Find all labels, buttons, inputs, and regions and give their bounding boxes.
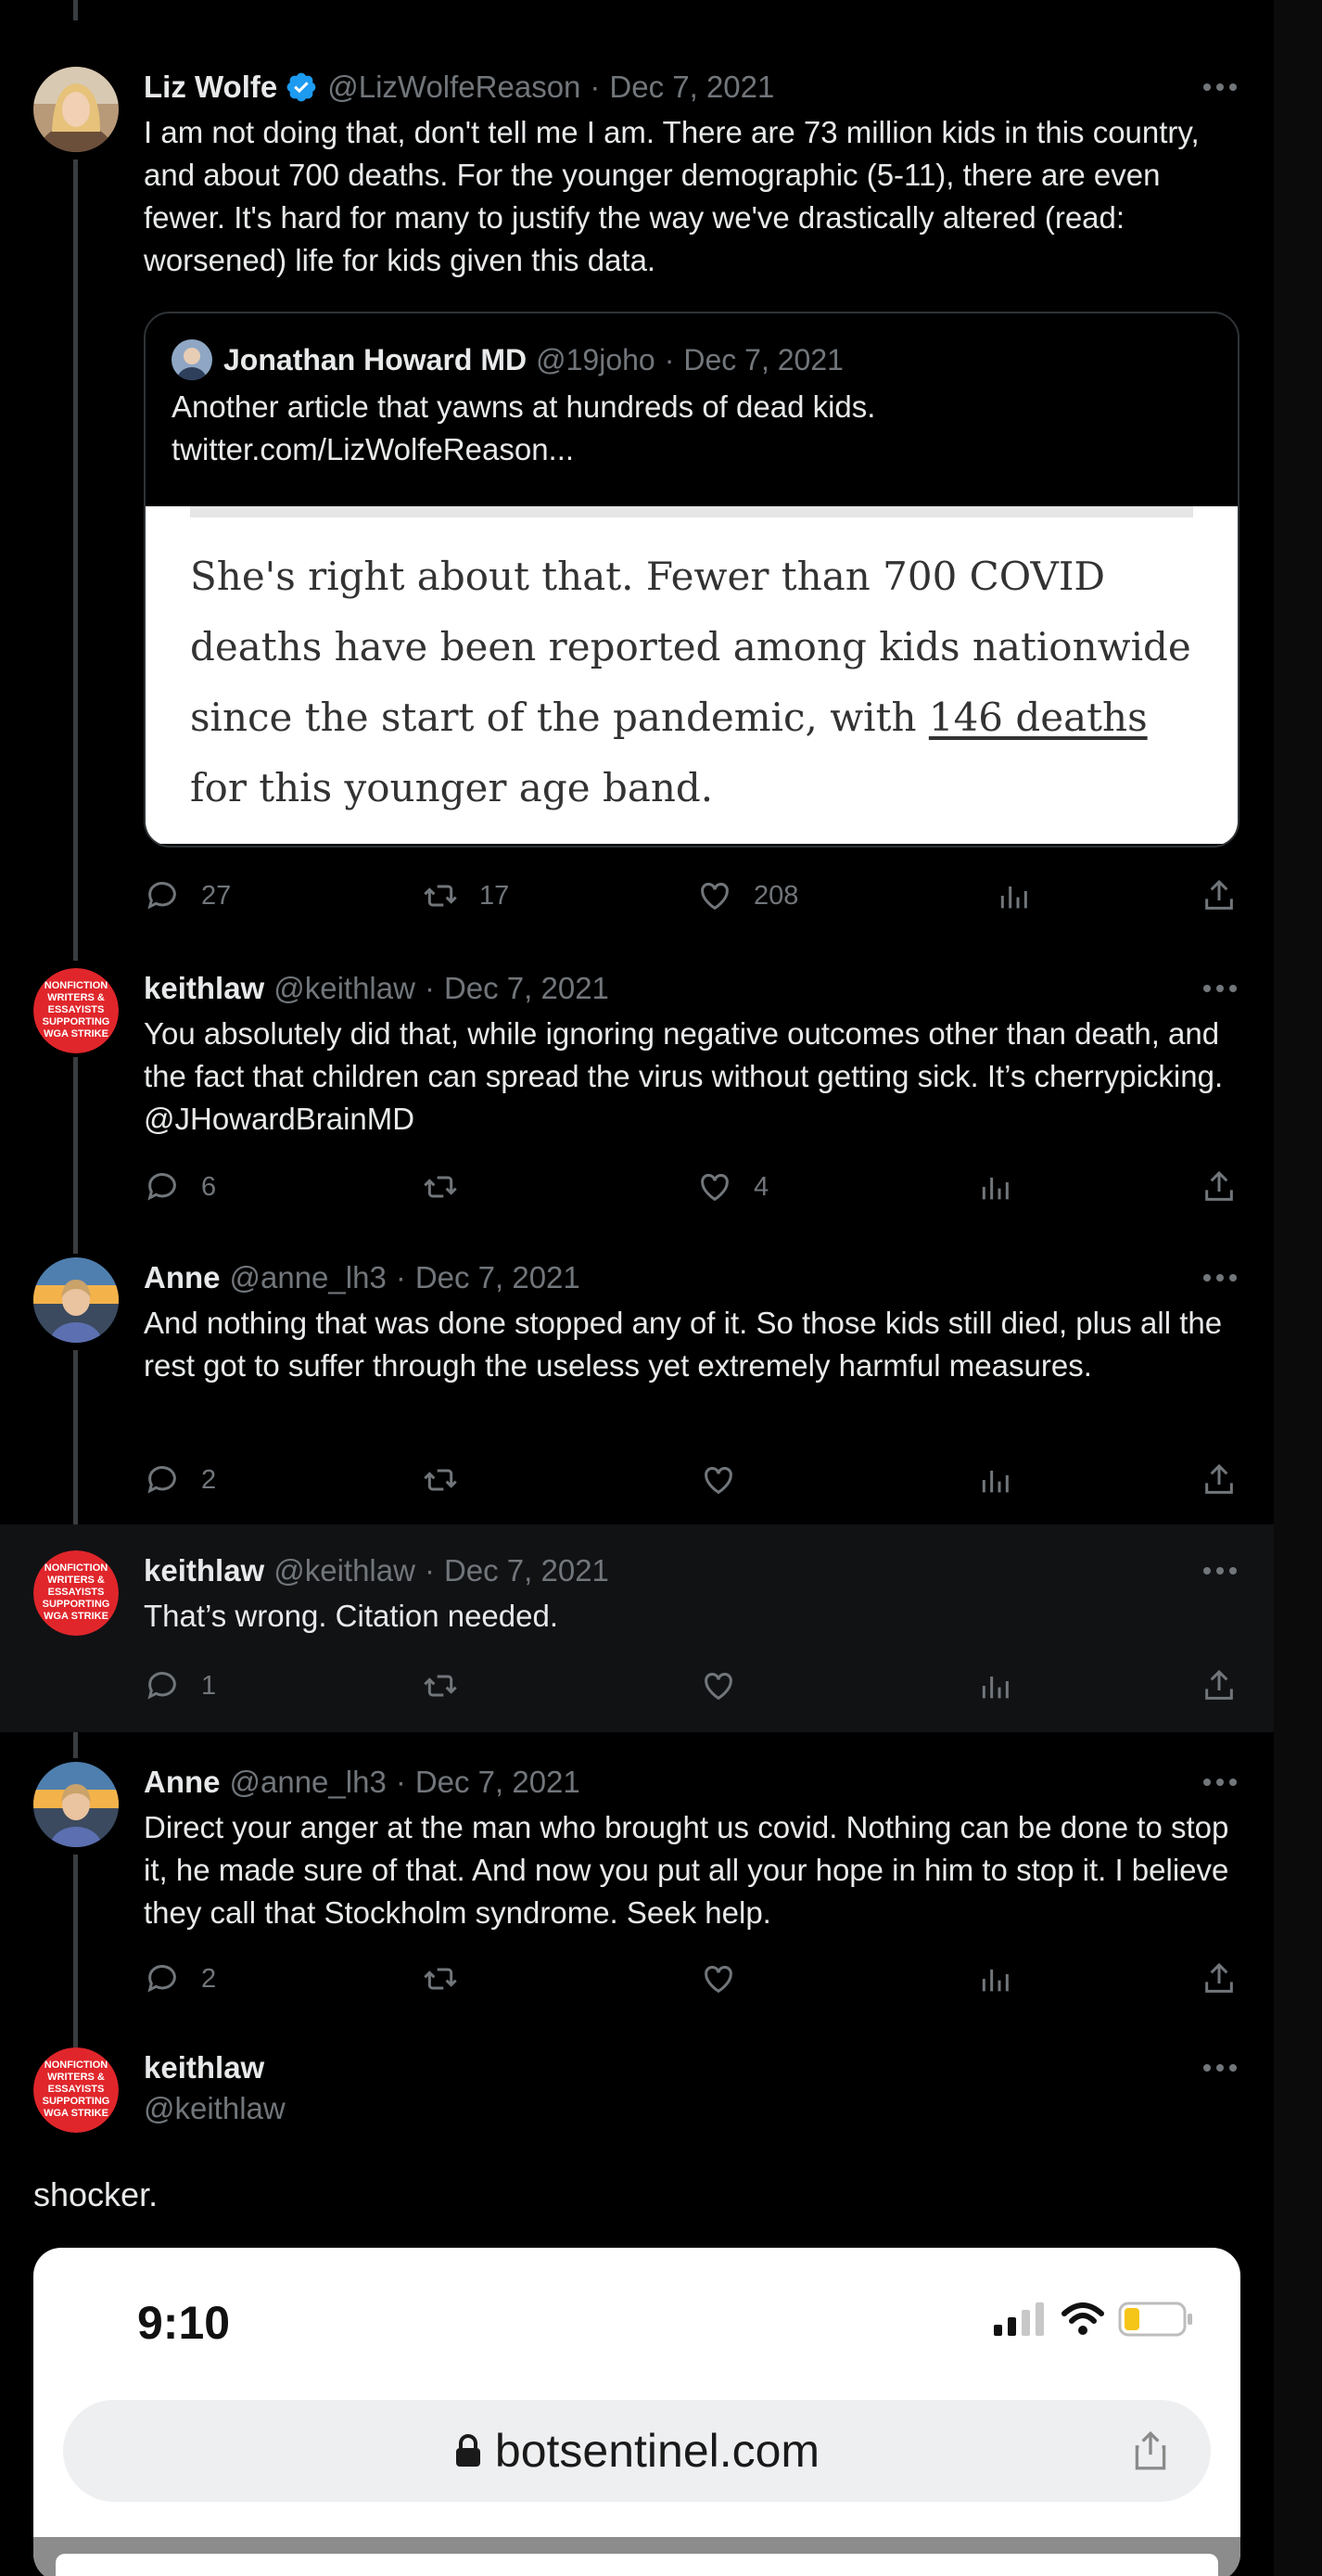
share-icon (1201, 1168, 1238, 1205)
tweet-text: Direct your anger at the man who brought us covid. Nothing can be done to stop it, he made sure of that. And now you put all your hope in him to stop it. I believe they call that Stockholm syndrome. Seek help. (144, 1810, 1229, 1930)
heart-icon (700, 1461, 737, 1498)
reply-icon (144, 1960, 181, 1997)
views-button[interactable] (976, 1452, 1013, 1508)
excerpt-link: 146 deaths (928, 695, 1148, 740)
tweet-liz-wolfe[interactable] (0, 0, 1274, 964)
badge-line: WRITERS & (47, 2072, 105, 2083)
quoted-tweet[interactable] (144, 312, 1239, 848)
views-button[interactable] (976, 1658, 1013, 1714)
signal-icon (994, 2302, 1048, 2336)
more-options-icon[interactable] (1201, 1257, 1239, 1298)
badge-line: NONFICTION (44, 2060, 108, 2071)
retweet-button[interactable] (422, 1452, 459, 1508)
retweet-button[interactable] (422, 1658, 459, 1714)
tweet-actions (144, 1951, 1242, 2007)
article-excerpt-image (146, 506, 1238, 844)
address-bar[interactable] (63, 2400, 1211, 2502)
reply-button[interactable] (144, 868, 231, 924)
share-button[interactable] (1201, 868, 1238, 924)
more-options-icon[interactable] (1201, 1550, 1239, 1591)
badge-line: ESSAYISTS (47, 1587, 105, 1598)
retweet-icon (422, 1960, 459, 1997)
more-options-icon[interactable] (1201, 2047, 1239, 2088)
views-button[interactable] (976, 1159, 1013, 1215)
reply-button[interactable] (144, 1951, 216, 2007)
wifi-icon (1061, 2302, 1105, 2336)
separator-dot: · (590, 70, 601, 104)
like-button[interactable] (700, 1658, 737, 1714)
lock-icon (454, 2434, 482, 2468)
like-count: 208 (754, 880, 799, 911)
retweet-icon (422, 1461, 459, 1498)
like-button[interactable] (700, 1452, 737, 1508)
tweet-date[interactable]: Dec 7, 2021 (443, 971, 609, 1005)
avatar[interactable] (33, 1762, 119, 1847)
page-preview-sheet (56, 2554, 1218, 2576)
reply-count: 6 (201, 1171, 217, 1202)
attached-screenshot[interactable] (33, 2248, 1240, 2576)
badge-line: SUPPORTING (42, 1599, 110, 1610)
quoted-text-line: Another article that yawns at hundreds of dead kids. (172, 389, 876, 424)
share-button[interactable] (1201, 1452, 1238, 1508)
share-button[interactable] (1201, 1159, 1238, 1215)
status-time: 9:10 (137, 2297, 231, 2349)
separator-dot: · (664, 342, 675, 376)
scrollbar-track[interactable] (1274, 0, 1322, 2576)
author-name[interactable]: Liz Wolfe (144, 70, 278, 104)
reply-count: 1 (201, 1670, 217, 1701)
quoted-avatar (172, 339, 212, 380)
verified-badge-icon (285, 70, 318, 104)
avatar[interactable] (33, 1257, 119, 1343)
excerpt-text: She's right about that. Fewer than 700 COVID deaths have been reported among kids nationwide since the start of the pandemic, with (190, 554, 1191, 740)
author-handle[interactable]: @LizWolfeReason (327, 70, 581, 104)
more-options-icon[interactable] (1201, 1762, 1239, 1803)
reply-icon (144, 877, 181, 914)
share-icon (1201, 1667, 1238, 1704)
badge-line: NONFICTION (44, 1562, 108, 1574)
author-name[interactable]: keithlaw (144, 2050, 265, 2085)
quoted-author-handle: @19joho (536, 342, 655, 376)
tweet-actions (144, 1159, 1242, 1215)
author-name[interactable]: Anne (144, 1260, 221, 1294)
status-icons (994, 2302, 1194, 2337)
avatar[interactable] (33, 968, 119, 1053)
retweet-button[interactable] (422, 1951, 459, 2007)
tweet-date[interactable]: Dec 7, 2021 (414, 1260, 580, 1294)
author-handle[interactable]: @anne_lh3 (229, 1765, 387, 1799)
heart-icon (700, 1960, 737, 1997)
browser-share-icon[interactable] (1127, 2428, 1174, 2479)
retweet-button[interactable] (422, 1159, 459, 1215)
bar-chart-icon (976, 1461, 1013, 1498)
separator-dot: · (395, 1765, 406, 1799)
tweet-anne-stockholm[interactable] (0, 1732, 1274, 2025)
reply-button[interactable] (144, 1159, 216, 1215)
reply-icon (144, 1667, 181, 1704)
tweet-actions (144, 868, 1242, 924)
more-options-icon[interactable] (1201, 968, 1239, 1009)
views-button[interactable] (976, 1951, 1013, 2007)
separator-dot: · (395, 1260, 406, 1294)
badge-line: ESSAYISTS (47, 2084, 105, 2095)
like-count: 4 (754, 1171, 769, 1202)
tweet-text: You absolutely did that, while ignoring negative outcomes other than death, and the fact that children can spread the virus without getting sick. It’s cherrypicking. @JHowardBrainMD (144, 1016, 1224, 1136)
retweet-icon (422, 877, 459, 914)
badge-line: WRITERS & (47, 1575, 105, 1586)
author-name[interactable]: keithlaw (144, 1553, 265, 1588)
bar-chart-icon (976, 1667, 1013, 1704)
badge-line: WGA STRIKE (44, 1611, 108, 1622)
quoted-text (172, 386, 1212, 471)
badge-line: SUPPORTING (42, 2096, 110, 2107)
badge-line: WGA STRIKE (44, 2108, 108, 2119)
reply-button[interactable] (144, 1452, 216, 1508)
tweet-date[interactable]: Dec 7, 2021 (609, 70, 775, 104)
heart-icon (696, 1168, 733, 1205)
bar-chart-icon (976, 1168, 1013, 1205)
share-icon (1201, 1960, 1238, 1997)
share-button[interactable] (1201, 1951, 1238, 2007)
reply-count: 27 (201, 880, 232, 911)
tweet-date[interactable]: Dec 7, 2021 (443, 1553, 609, 1588)
tweet-actions (144, 1452, 1242, 1508)
badge-line: SUPPORTING (42, 1016, 110, 1027)
tweet-keithlaw-citation[interactable] (0, 1524, 1274, 1732)
tweet-actions (144, 1658, 1242, 1714)
bar-chart-icon (995, 877, 1032, 914)
badge-line: ESSAYISTS (47, 1004, 105, 1015)
tweet-anne-reply[interactable] (0, 1257, 1274, 1524)
author-handle[interactable]: @anne_lh3 (229, 1260, 387, 1294)
separator-dot: · (424, 971, 435, 1005)
heart-icon (696, 877, 733, 914)
url-text: botsentinel.com (494, 2425, 820, 2477)
retweet-icon (422, 1667, 459, 1704)
views-button[interactable] (995, 868, 1032, 924)
author-handle[interactable]: @keithlaw (273, 1553, 415, 1588)
quoted-author-name: Jonathan Howard MD (223, 342, 528, 376)
share-icon (1201, 877, 1238, 914)
avatar[interactable] (33, 2047, 119, 2133)
avatar[interactable] (33, 1550, 119, 1636)
reply-icon (144, 1461, 181, 1498)
reply-icon (144, 1168, 181, 1205)
tweet-text: shocker. (33, 2175, 159, 2213)
badge-line: WRITERS & (47, 992, 105, 1003)
article-excerpt (190, 542, 1201, 823)
quoted-date: Dec 7, 2021 (683, 342, 844, 376)
badge-line: NONFICTION (44, 980, 108, 991)
quoted-link[interactable]: twitter.com/LizWolfeReason... (172, 432, 575, 466)
badge-line: WGA STRIKE (44, 1028, 108, 1039)
author-handle[interactable]: @keithlaw (144, 2091, 286, 2125)
separator-dot: · (424, 1553, 435, 1588)
like-button[interactable] (696, 868, 798, 924)
author-name[interactable]: keithlaw (144, 971, 265, 1005)
like-button[interactable] (696, 1159, 769, 1215)
excerpt-top-bar (190, 506, 1193, 517)
reply-button[interactable] (144, 1658, 216, 1714)
tweet-text: I am not doing that, don't tell me I am. There are 73 million kids in this country, and about 700 deaths. For the younger demographic (5-11), there are even fewer. It's hard for many to justify the way we've drastically altered (read: worsened) life for kids given this data. (144, 115, 1200, 277)
page-preview-area (33, 2537, 1240, 2576)
bar-chart-icon (976, 1960, 1013, 1997)
retweet-icon (422, 1168, 459, 1205)
tweet-text: That’s wrong. Citation needed. (144, 1599, 558, 1633)
url-display (63, 2400, 1211, 2502)
share-icon (1201, 1461, 1238, 1498)
tweet-keithlaw-reply[interactable] (0, 964, 1274, 1257)
retweet-button[interactable] (422, 868, 509, 924)
reply-count: 2 (201, 1963, 217, 1994)
like-button[interactable] (700, 1951, 737, 2007)
tweet-text: And nothing that was done stopped any of it. So those kids still died, plus all the rest got to suffer through the useless yet extremely harmful measures. (144, 1306, 1223, 1383)
retweet-count: 17 (479, 880, 510, 911)
heart-icon (700, 1667, 737, 1704)
author-handle[interactable]: @keithlaw (273, 971, 415, 1005)
avatar[interactable] (33, 67, 119, 152)
author-name[interactable]: Anne (144, 1765, 221, 1799)
battery-icon (1118, 2302, 1194, 2337)
more-options-icon[interactable] (1201, 67, 1239, 108)
excerpt-text-end: for this younger age band. (190, 765, 714, 810)
tweet-date[interactable]: Dec 7, 2021 (414, 1765, 580, 1799)
share-button[interactable] (1201, 1658, 1238, 1714)
reply-count: 2 (201, 1464, 217, 1495)
